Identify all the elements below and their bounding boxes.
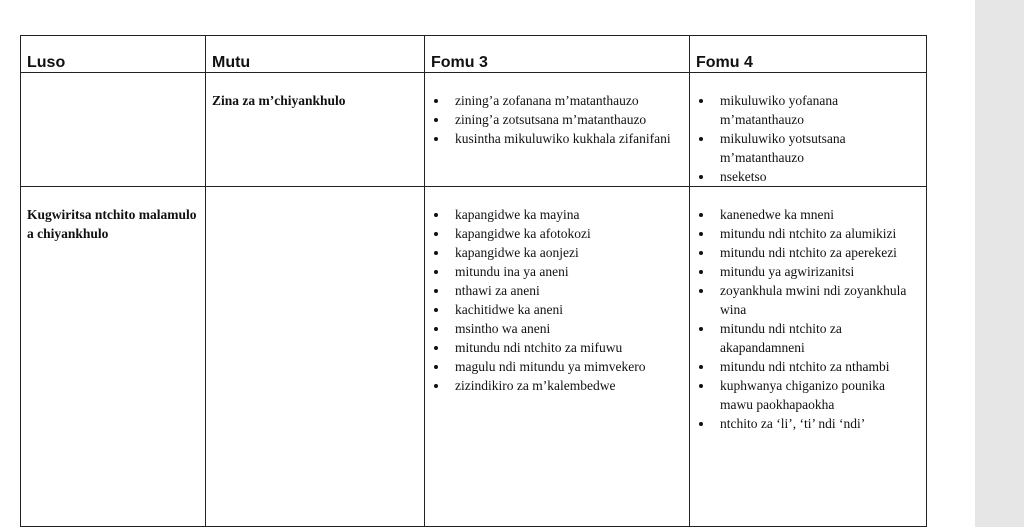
list-item: • zoyankhula mwini ndi zoyankhula wina bbox=[714, 281, 920, 319]
list-item: • msintho wa aneni bbox=[449, 319, 683, 338]
list-item: • kapangidwe ka afotokozi bbox=[449, 224, 683, 243]
list-item: • mitundu ina ya aneni bbox=[449, 262, 683, 281]
bullet-list bbox=[696, 205, 920, 433]
cell-mutu bbox=[206, 187, 425, 527]
list-item: • mikuluwiko yotsutsana m’matanthauzo bbox=[714, 129, 920, 167]
list-item: • mikuluwiko yofanana m’matanthauzo bbox=[714, 91, 920, 129]
list-item: • nseketso bbox=[714, 167, 920, 186]
list-item: • mitundu ndi ntchito za aperekezi bbox=[714, 243, 920, 262]
table-row bbox=[21, 73, 927, 187]
table-row bbox=[21, 187, 927, 527]
header-fomu-4: Fomu 4 bbox=[690, 36, 927, 73]
cell-fomu-4 bbox=[690, 73, 927, 187]
header-luso: Luso bbox=[21, 36, 206, 73]
curriculum-table bbox=[20, 35, 927, 527]
header-mutu: Mutu bbox=[206, 36, 425, 73]
list-item: • ntchito za ‘li’, ‘ti’ ndi ‘ndi’ bbox=[714, 414, 920, 433]
bullet-list bbox=[431, 205, 683, 395]
list-item: • kachitidwe ka aneni bbox=[449, 300, 683, 319]
cell-fomu-4 bbox=[690, 187, 927, 527]
list-item: • kanenedwe ka mneni bbox=[714, 205, 920, 224]
list-item: • mitundu ndi ntchito za mifuwu bbox=[449, 338, 683, 357]
list-item: • kapangidwe ka aonjezi bbox=[449, 243, 683, 262]
page-gutter bbox=[975, 0, 1024, 527]
list-item: • mitundu ndi ntchito za alumikizi bbox=[714, 224, 920, 243]
bullet-list bbox=[696, 91, 920, 186]
cell-fomu-3 bbox=[425, 73, 690, 187]
list-item: • kusintha mikuluwiko kukhala zifanifani bbox=[449, 129, 683, 148]
bullet-list bbox=[431, 91, 683, 148]
list-item: • zizindikiro za m’kalembedwe bbox=[449, 376, 683, 395]
list-item: • zining’a zotsutsana m’matanthauzo bbox=[449, 110, 683, 129]
list-item: • zining’a zofanana m’matanthauzo bbox=[449, 91, 683, 110]
list-item: • kuphwanya chiganizo pounika mawu paokhapaokha bbox=[714, 376, 920, 414]
list-item: • kapangidwe ka mayina bbox=[449, 205, 683, 224]
list-item: • mitundu ndi ntchito za akapandamneni bbox=[714, 319, 920, 357]
list-item: • magulu ndi mitundu ya mimvekero bbox=[449, 357, 683, 376]
cell-luso bbox=[21, 73, 206, 187]
cell-luso: Kugwiritsa ntchito malamulo a chiyankhulo bbox=[21, 187, 206, 527]
list-item: • nthawi za aneni bbox=[449, 281, 683, 300]
header-fomu-3: Fomu 3 bbox=[425, 36, 690, 73]
cell-fomu-3 bbox=[425, 187, 690, 527]
cell-mutu: Zina za m’chiyankhulo bbox=[206, 73, 425, 187]
header-row bbox=[21, 36, 927, 73]
list-item: • mitundu ya agwirizanitsi bbox=[714, 262, 920, 281]
list-item: • mitundu ndi ntchito za nthambi bbox=[714, 357, 920, 376]
